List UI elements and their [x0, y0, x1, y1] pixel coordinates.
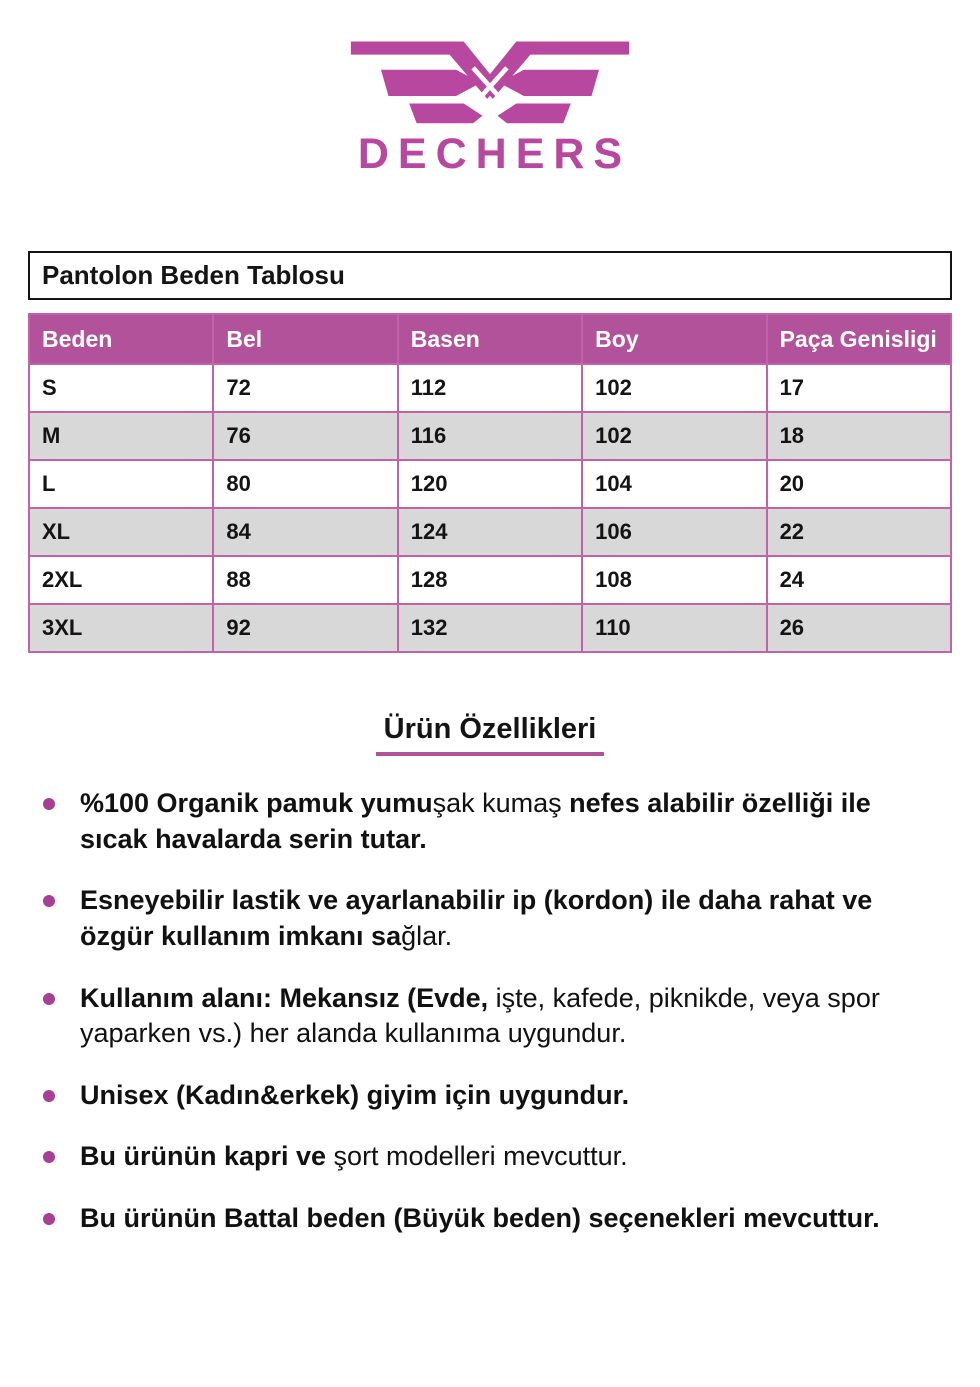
- table-row: [29, 604, 951, 652]
- size-cell: 72: [213, 364, 397, 412]
- brand-wordmark: DECHERS: [357, 130, 632, 178]
- bullet-dot-icon: [43, 1151, 55, 1163]
- size-cell: 106: [582, 508, 766, 556]
- features-list: [28, 786, 952, 1237]
- feature-text-segment: %100 Organik pamuk yumu: [80, 788, 433, 818]
- bullet-dot-icon: [43, 993, 55, 1005]
- size-cell: 24: [767, 556, 951, 604]
- feature-text-segment: şak kumaş: [432, 788, 562, 818]
- size-cell: 110: [582, 604, 766, 652]
- size-cell: 128: [398, 556, 582, 604]
- column-header: Boy: [582, 314, 766, 364]
- features-heading: Ürün Özellikleri: [383, 713, 597, 745]
- column-header: Paça Genisligi: [767, 314, 951, 364]
- size-cell: 76: [213, 412, 397, 460]
- feature-item: [28, 1078, 940, 1114]
- size-cell: 2XL: [29, 556, 213, 604]
- size-cell: XL: [29, 508, 213, 556]
- size-cell: 102: [582, 364, 766, 412]
- size-cell: S: [29, 364, 213, 412]
- feature-text-segment: işte, kafede, piknikde, veya spor yaparken vs.) her alanda kullanıma uygundur.: [80, 982, 880, 1049]
- bullet-dot-icon: [43, 895, 55, 907]
- size-cell: 3XL: [29, 604, 213, 652]
- size-cell: 84: [213, 508, 397, 556]
- feature-text-segment: şort modelleri mevcuttur.: [333, 1141, 628, 1172]
- size-cell: 120: [398, 460, 582, 508]
- size-cell: 104: [582, 460, 766, 508]
- feature-text-segment: Unisex (Kadın&erkek) giyim için uygundur.: [80, 1079, 630, 1110]
- feature-text-segment: Bu ürünün Battal beden (Büyük beden) seçenekleri mevcuttur.: [80, 1203, 880, 1233]
- feature-item: [28, 1201, 940, 1237]
- size-cell: 116: [398, 412, 582, 460]
- bullet-dot-icon: [43, 1213, 55, 1225]
- size-cell: 20: [767, 460, 951, 508]
- size-cell: 26: [767, 604, 951, 652]
- table-row: [29, 412, 951, 460]
- brand-logo: [28, 34, 952, 179]
- column-header: Basen: [398, 314, 582, 364]
- size-cell: 124: [398, 508, 582, 556]
- table-row: [29, 508, 951, 556]
- size-cell: 132: [398, 604, 582, 652]
- table-row: [29, 460, 951, 508]
- size-cell: L: [29, 460, 213, 508]
- feature-item: [28, 786, 940, 857]
- winged-x-emblem-icon: [345, 34, 635, 128]
- size-table-header-row: [29, 314, 951, 364]
- feature-text-segment: ğlar.: [401, 920, 453, 951]
- size-table: [28, 313, 952, 653]
- table-row: [29, 364, 951, 412]
- size-cell: 92: [213, 604, 397, 652]
- size-cell: 102: [582, 412, 766, 460]
- bullet-dot-icon: [43, 798, 55, 810]
- feature-text-segment: Bu ürünün kapri ve: [80, 1141, 334, 1172]
- feature-item: [28, 981, 940, 1052]
- feature-item: [28, 883, 940, 954]
- column-header: Beden: [29, 314, 213, 364]
- size-cell: 108: [582, 556, 766, 604]
- bullet-dot-icon: [43, 1090, 55, 1102]
- size-cell: 88: [213, 556, 397, 604]
- column-header: Bel: [213, 314, 397, 364]
- size-cell: M: [29, 412, 213, 460]
- heading-underline: [376, 752, 604, 756]
- feature-text-segment: Esneyebilir lastik ve ayarlanabilir ip (kordon) ile daha rahat ve özgür kullanım imkanı sa: [80, 885, 873, 951]
- feature-item: [28, 1139, 940, 1175]
- table-row: [29, 556, 951, 604]
- size-chart-title: Pantolon Beden Tablosu: [28, 251, 952, 300]
- size-cell: 18: [767, 412, 951, 460]
- size-cell: 22: [767, 508, 951, 556]
- size-cell: 80: [213, 460, 397, 508]
- size-cell: 17: [767, 364, 951, 412]
- feature-text-segment: Kullanım alanı: Mekansız (Evde,: [80, 982, 496, 1013]
- feature-text-segment: nefes alabilir özelliği ile sıcak havalarda serin tutar.: [80, 788, 871, 854]
- size-cell: 112: [398, 364, 582, 412]
- size-table-body: [29, 364, 951, 652]
